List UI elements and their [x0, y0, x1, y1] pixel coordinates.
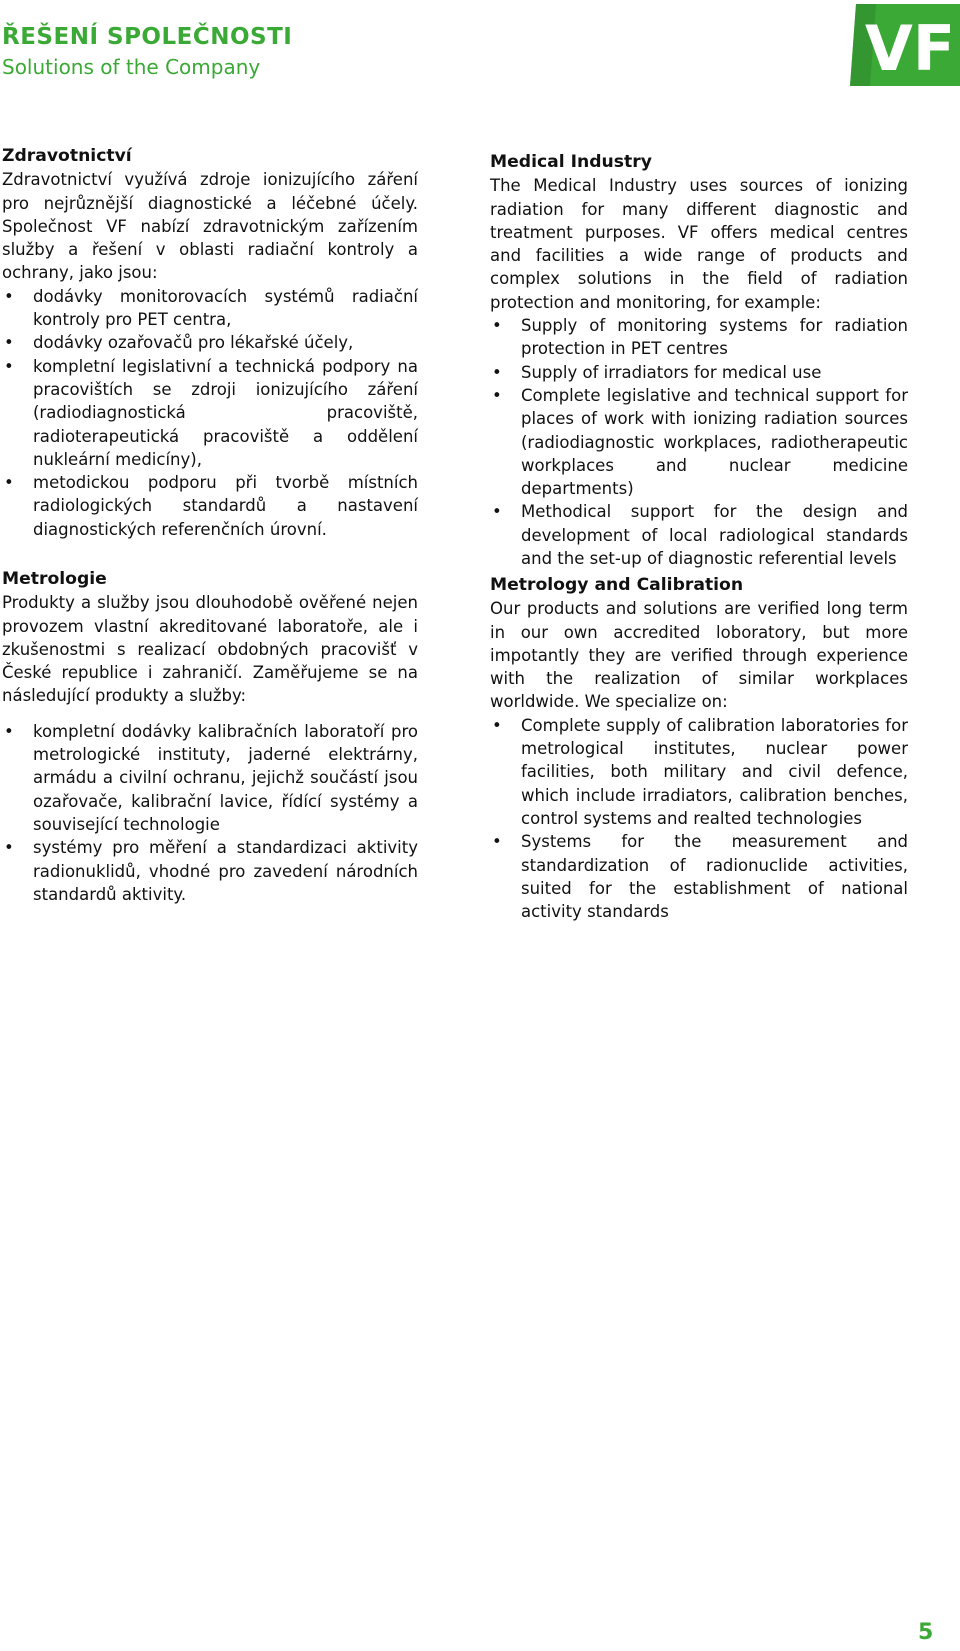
header-title: ŘEŠENÍ SPOLEČNOSTI [2, 24, 293, 50]
list-item: • Complete legislative and technical support for places of work with ionizing radiation sources (radiodiagnostic workplaces, radiotherapeutic workplaces and nuclear medicine departments) [490, 384, 908, 500]
spacer [2, 708, 418, 720]
list-item: • dodávky monitorovacích systémů radiační kontroly pro PET centra, [2, 285, 418, 332]
page-number: 5 [918, 1620, 934, 1645]
logo-text: VF [864, 12, 956, 85]
bullet-list [2, 720, 418, 906]
section-metrology-cz [2, 568, 418, 906]
section-paragraph: The Medical Industry uses sources of ionizing radiation for many different diagnostic and treatment purposes. VF offers medical centres and facilities a wide range of products and complex solutions in the field of radiation protection and monitoring, for example: [490, 176, 908, 312]
section-paragraph: Our products and solutions are verified long term in our own accredited loboratory, but more impotantly they are verified through experience with the realization of similar workplaces worldwide. We specialize on: [490, 599, 908, 712]
list-item: • kompletní dodávky kalibračních laboratoří pro metrologické instituty, jaderné elektrárny, armádu a civilní ochranu, jejichž součástí jsou ozařovače, kalibrační lavice, řídící systémy a související technologie [2, 720, 418, 836]
vf-logo [850, 4, 960, 86]
section-paragraph: Zdravotnictví využívá zdroje ionizujícího záření pro nejrůznější diagnostické a léčebné účely. Společnost VF nabízí zdravotnickým zařízením služby a řešení v oblasti radiační kontroly a ochrany, jako jsou: [2, 170, 418, 283]
list-item: • kompletní legislativní a technická podpory na pracovištích se zdroji ionizujícího záření (radiodiagnostická pracoviště, radioterapeutická pracoviště a oddělení nukleární medicíny), [2, 355, 418, 471]
list-item: • metodickou podporu při tvorbě místních radiologických standardů a nastavení diagnostických referenčních úrovní. [2, 471, 418, 541]
list-item: • Systems for the measurement and standardization of radionuclide activities, suited for the establishment of national activity standards [490, 830, 908, 923]
section-medical-cz [2, 145, 418, 541]
header-subtitle: Solutions of the Company [2, 55, 261, 79]
section-paragraph: Produkty a služby jsou dlouhodobě ověřené nejen provozem vlastní akreditované laboratoře, ale i zkušenostmi s realizací obdobných pracovišť v České republice i zahraničí. Zaměřujeme se na následující produkty a služby: [2, 593, 418, 706]
section-metrology-en [490, 574, 908, 923]
list-item: • systémy pro měření a standardizaci aktivity radionuklidů, vhodné pro zavedení národních standardů aktivity. [2, 836, 418, 906]
section-heading: Medical Industry [490, 152, 652, 172]
list-item: • dodávky ozařovačů pro lékařské účely, [2, 331, 418, 354]
section-medical-en [490, 151, 908, 570]
bullet-list [490, 714, 908, 924]
bullet-list [2, 285, 418, 541]
list-item: • Methodical support for the design and development of local radiological standards and the set-up of diagnostic referential levels [490, 500, 908, 570]
list-item: • Complete supply of calibration laboratories for metrological institutes, nuclear power facilities, both military and civil defence, which include irradiators, calibration benches, control systems and realted technologies [490, 714, 908, 830]
section-heading: Metrologie [2, 569, 107, 589]
page-header [0, 0, 960, 110]
list-item: • Supply of irradiators for medical use [490, 361, 908, 384]
bullet-list [490, 314, 908, 570]
list-item: • Supply of monitoring systems for radiation protection in PET centres [490, 314, 908, 361]
section-heading: Zdravotnictví [2, 146, 132, 166]
section-heading: Metrology and Calibration [490, 575, 744, 595]
